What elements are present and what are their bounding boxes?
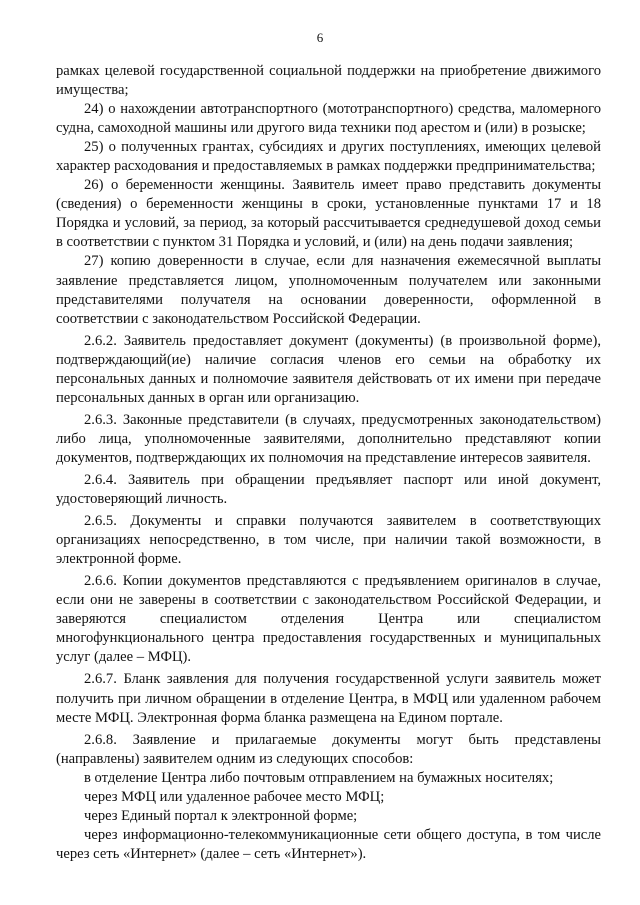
paragraph-2-6-2: 2.6.2. Заявитель предоставляет документ (документы) (в произвольной форме), подтверждающий(ие) наличие согласия членов его семьи на обработку их персональных данных и полномочие заявителя действовать от их имени при передаче персональных данных в орган или организацию. bbox=[56, 332, 601, 406]
paragraph-continuation: рамках целевой государственной социальной поддержки на приобретение движимого имущества; bbox=[56, 63, 601, 99]
paragraph-2-6-7: 2.6.7. Бланк заявления для получения государственной услуги заявитель может получить при личном обращении в отделение Центра, в МФЦ или удаленном рабочем месте МФЦ. Электронная форма бланка размещена на Едином портале. bbox=[56, 671, 601, 726]
list-item-method-4: через информационно-телекоммуникационные сети общего доступа, в том числе через сеть «Интернет» (далее – сеть «Интернет»). bbox=[56, 826, 601, 862]
paragraph-2-6-4: 2.6.4. Заявитель при обращении предъявляет паспорт или иной документ, удостоверяющий личность. bbox=[56, 471, 601, 508]
paragraph-2-6-8: 2.6.8. Заявление и прилагаемые документы могут быть представлены (направлены) заявителем одним из следующих способов: bbox=[56, 731, 601, 767]
paragraph-item-25: 25) о полученных грантах, субсидиях и других поступлениях, имеющих целевой характер расходования и предоставляемых в рамках поддержки предпринимательства; bbox=[56, 139, 601, 175]
paragraph-item-27: 27) копию доверенности в случае, если для назначения ежемесячной выплаты заявление представляется лицом, уполномоченным получателем или законными представителями получателя на основании доверенности, оформленной в соответствии с законодательством Российской Федерации. bbox=[56, 253, 601, 327]
list-item-method-1: в отделение Центра либо почтовым отправлением на бумажных носителях; bbox=[84, 769, 554, 786]
document-body bbox=[56, 62, 601, 864]
paragraph-2-6-5: 2.6.5. Документы и справки получаются заявителем в соответствующих организациях непосредственно, в том числе, при наличии такой возможности, в электронной форме. bbox=[56, 513, 601, 568]
list-item-method-3: через Единый портал к электронной форме; bbox=[84, 807, 358, 824]
paragraph-2-6-6: 2.6.6. Копии документов представляются с предъявлением оригиналов в случае, если они не заверены в соответствии с законодательством Российской Федерации, и заверяются специалистом отделения Центра или специалистом многофункционального центра предоставления государственных и муниципальных услуг (далее – МФЦ). bbox=[56, 573, 601, 666]
paragraph-2-6-3: 2.6.3. Законные представители (в случаях, предусмотренных законодательством) либо лица, уполномоченные заявителями, дополнительно представляют копии документов, подтверждающих их полномочия на представление интересов заявителя. bbox=[56, 411, 601, 466]
paragraph-item-26: 26) о беременности женщины. Заявитель имеет право представить документы (сведения) о беременности женщины в сроки, установленные пунктами 17 и 18 Порядка и условий, за период, за который рассчитывается среднедушевой доход семьи в соответствии с пунктом 31 Порядка и условий, и (или) на день подачи заявления; bbox=[56, 177, 601, 251]
list-item-method-2: через МФЦ или удаленное рабочее место МФЦ; bbox=[84, 788, 385, 805]
paragraph-item-24: 24) о нахождении автотранспортного (мототранспортного) средства, маломерного судна, самоходной машины или другого вида техники под арестом и (или) в розыске; bbox=[56, 101, 601, 137]
page-number: 6 bbox=[316, 30, 324, 45]
